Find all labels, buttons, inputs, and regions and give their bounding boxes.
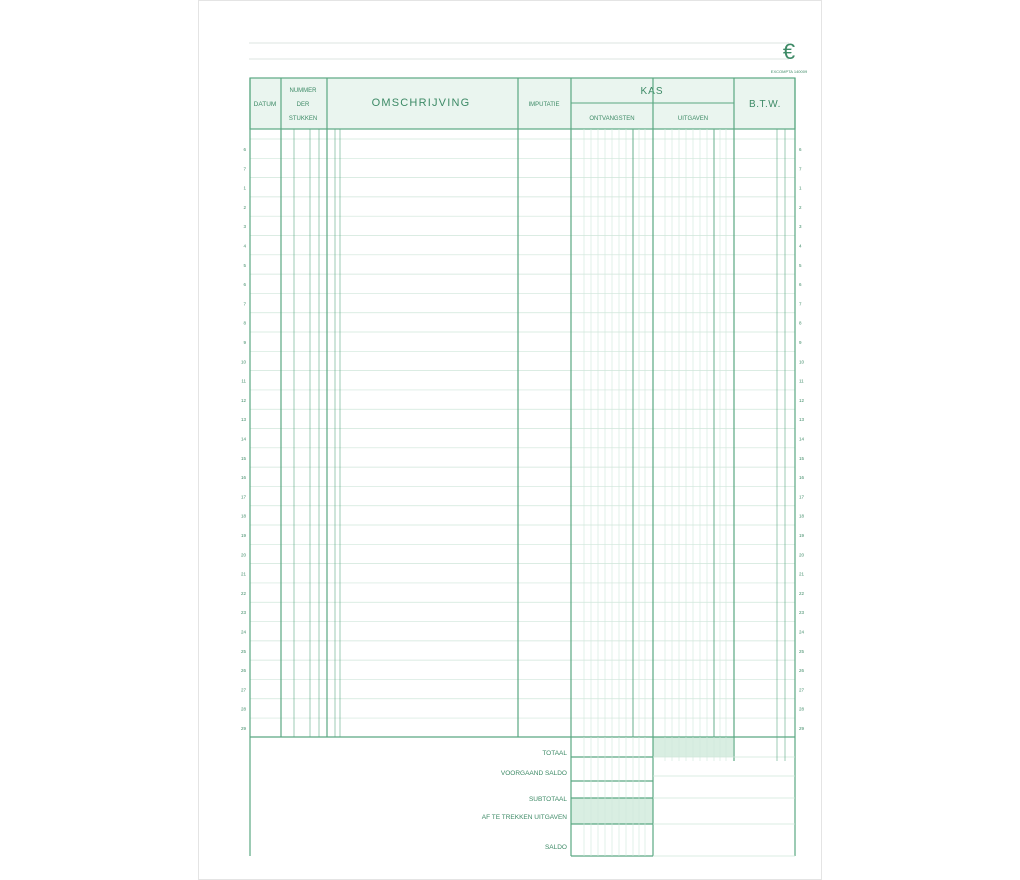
- row-number-right: 29: [799, 726, 805, 732]
- footer-subtotaal: SUBTOTAAL: [528, 796, 567, 803]
- row-number-left: 5: [243, 262, 246, 268]
- row-number-right: 6: [799, 147, 802, 152]
- row-number-left: 6: [243, 147, 246, 152]
- row-number-left: 22: [240, 590, 246, 596]
- row-numbers-left: [241, 147, 247, 731]
- row-number-right: 26: [799, 668, 805, 674]
- row-number-right: 14: [799, 436, 805, 442]
- header-kas: KAS: [640, 86, 664, 97]
- row-number-right: 7: [799, 166, 802, 172]
- header-omschrijving: OMSCHRIJVING: [371, 97, 471, 109]
- row-number-right: 27: [799, 687, 805, 693]
- header-btw: B.T.W.: [749, 99, 781, 110]
- row-number-right: 23: [799, 610, 805, 616]
- header-nummer-line2: DER: [296, 102, 310, 108]
- row-number-left: 28: [240, 706, 246, 712]
- row-number-right: 28: [799, 706, 805, 712]
- row-number-right: 13: [799, 417, 805, 423]
- row-number-left: 12: [240, 397, 246, 403]
- row-number-left: 10: [240, 359, 246, 365]
- row-number-right: 10: [799, 359, 805, 365]
- row-number-left: 11: [241, 378, 246, 384]
- ledger-column-lines: [250, 78, 795, 737]
- row-number-left: 17: [240, 494, 246, 500]
- row-number-left: 18: [240, 513, 246, 519]
- row-number-left: 7: [243, 166, 246, 172]
- row-number-left: 13: [240, 417, 246, 423]
- cash-book-form: [199, 1, 821, 879]
- row-number-right: 15: [799, 455, 805, 461]
- row-number-right: 3: [799, 224, 802, 230]
- row-number-left: 24: [240, 629, 246, 635]
- row-number-left: 6: [243, 282, 246, 288]
- header-uitgaven: UITGAVEN: [677, 116, 709, 122]
- row-number-left: 9: [243, 340, 246, 346]
- footer-voorgaand-saldo: VOORGAAND SALDO: [500, 770, 567, 777]
- row-number-left: 3: [243, 224, 246, 230]
- row-number-right: 16: [799, 475, 805, 481]
- row-number-right: 1: [799, 185, 802, 191]
- row-number-right: 4: [799, 243, 802, 249]
- row-number-left: 7: [243, 301, 246, 307]
- header-datum: DATUM: [253, 101, 277, 108]
- row-number-right: 21: [799, 571, 805, 577]
- row-number-right: 6: [799, 282, 802, 288]
- row-number-left: 16: [240, 475, 246, 481]
- row-number-left: 15: [240, 455, 246, 461]
- footer-totaal: TOTAAL: [542, 750, 567, 757]
- cash-book-form-sheet: [198, 0, 822, 880]
- footer-saldo: SALDO: [544, 844, 567, 851]
- header-imputatie: IMPUTATIE: [528, 102, 560, 108]
- row-number-left: 2: [243, 204, 246, 210]
- row-number-left: 25: [240, 648, 246, 654]
- row-number-right: 25: [799, 648, 805, 654]
- model-code: EXCOMPTA 140009: [770, 69, 808, 74]
- row-number-left: 23: [240, 610, 246, 616]
- row-number-right: 19: [799, 533, 805, 539]
- footer-af-te-trekken: AF TE TREKKEN UITGAVEN: [481, 814, 567, 821]
- row-number-left: 27: [240, 687, 246, 693]
- row-number-right: 20: [799, 552, 805, 558]
- row-number-left: 8: [243, 320, 246, 326]
- row-number-right: 22: [799, 590, 805, 596]
- row-number-left: 19: [240, 533, 246, 539]
- row-number-right: 17: [799, 494, 805, 500]
- ledger-row-lines: [250, 139, 795, 718]
- row-number-right: 11: [799, 378, 804, 384]
- row-number-right: 9: [799, 340, 802, 346]
- row-number-left: 1: [243, 185, 246, 191]
- row-numbers-right: [799, 147, 805, 731]
- row-number-left: 21: [240, 571, 246, 577]
- row-number-right: 18: [799, 513, 805, 519]
- row-number-right: 2: [799, 204, 802, 210]
- row-number-left: 26: [240, 668, 246, 674]
- row-number-right: 12: [799, 397, 805, 403]
- header-ontvangsten: ONTVANGSTEN: [589, 116, 635, 122]
- row-number-right: 8: [799, 320, 802, 326]
- row-number-left: 20: [240, 552, 246, 558]
- row-number-left: 29: [240, 726, 246, 732]
- row-number-right: 5: [799, 262, 802, 268]
- header-nummer-line1: NUMMER: [289, 88, 317, 94]
- row-number-right: 7: [799, 301, 802, 307]
- row-number-right: 24: [799, 629, 805, 635]
- row-number-left: 4: [243, 243, 246, 249]
- euro-symbol: €: [782, 39, 796, 64]
- header-nummer-line3: STUKKEN: [288, 116, 318, 122]
- row-number-left: 14: [240, 436, 246, 442]
